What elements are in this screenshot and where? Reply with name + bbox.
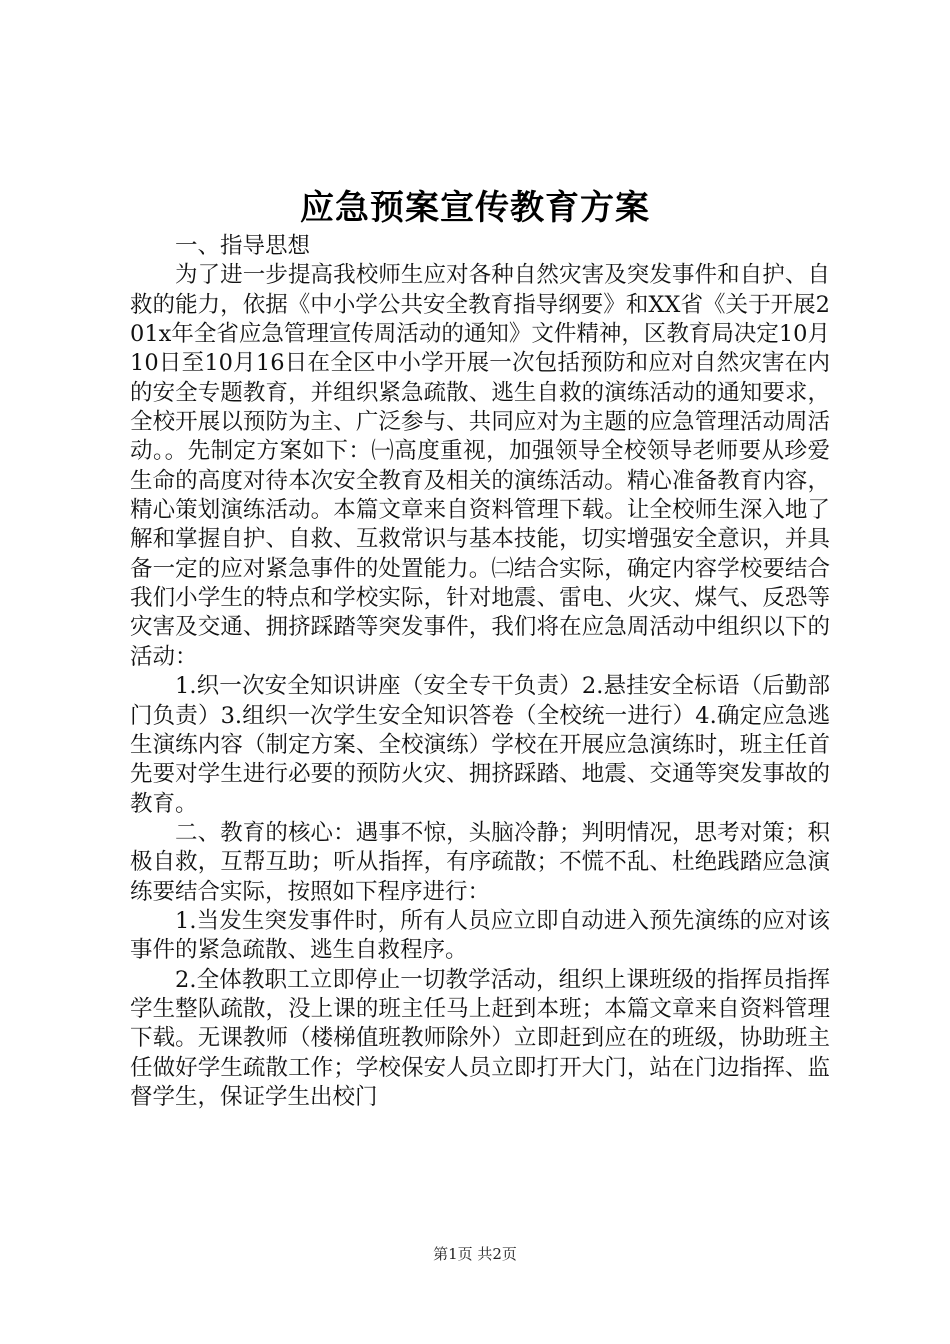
section-heading-guiding-ideology: 一、指导思想	[175, 233, 311, 259]
body-paragraph: 二、教育的核心：遇事不惊，头脑冷静；判明情况，思考对策；积极自救，互帮互助；听从指挥，有序疏散；不慌不乱、杜绝践踏应急演练要结合实际，按照如下程序进行：	[130, 819, 830, 905]
body-paragraph: 2.全体教职工立即停止一切教学活动，组织上课班级的指挥员指挥学生整队疏散，没上课的班主任马上赶到本班；本篇文章来自资料管理下载。无课教师（楼梯值班教师除外）立即赶到应在的班级，协助班主任做好学生疏散工作；学校保安人员立即打开大门，站在门边指挥、监督学生，保证学生出校门	[130, 966, 830, 1110]
document-title: 应急预案宣传教育方案	[300, 188, 650, 228]
body-paragraph: 1.当发生突发事件时，所有人员应立即自动进入预先演练的应对该事件的紧急疏散、逃生自救程序。	[130, 907, 830, 964]
document-body	[130, 232, 830, 1112]
page-footer: 第1页 共2页	[433, 1245, 517, 1263]
body-paragraph: 为了进一步提高我校师生应对各种自然灾害及突发事件和自护、自救的能力，依据《中小学公共安全教育指导纲要》和XX省《关于开展201x年全省应急管理宣传周活动的通知》文件精神，区教育局决定10月10日至10月16日在全区中小学开展一次包括预防和应对自然灾害在内的安全专题教育，并组织紧急疏散、逃生自救的演练活动的通知要求，全校开展以预防为主、广泛参与、共同应对为主题的应急管理活动周活动。。先制定方案如下：㈠高度重视，加强领导全校领导老师要从珍爱生命的高度对待本次安全教育及相关的演练活动。精心准备教育内容，精心策划演练活动。本篇文章来自资料管理下载。让全校师生深入地了解和掌握自护、自救、互救常识与基本技能，切实增强安全意识，并具备一定的应对紧急事件的处置能力。㈡结合实际，确定内容学校要结合我们小学生的特点和学校实际，针对地震、雷电、火灾、煤气、反恐等灾害及交通、拥挤踩踏等突发事件，我们将在应急周活动中组织以下的活动：	[130, 262, 830, 670]
body-paragraph: 1.织一次安全知识讲座（安全专干负责）2.悬挂安全标语（后勤部门负责）3.组织一次学生安全知识答卷（全校统一进行）4.确定应急逃生演练内容（制定方案、全校演练）学校在开展应急演练时，班主任首先要对学生进行必要的预防火灾、拥挤踩踏、地震、交通等突发事故的教育。	[130, 673, 830, 817]
